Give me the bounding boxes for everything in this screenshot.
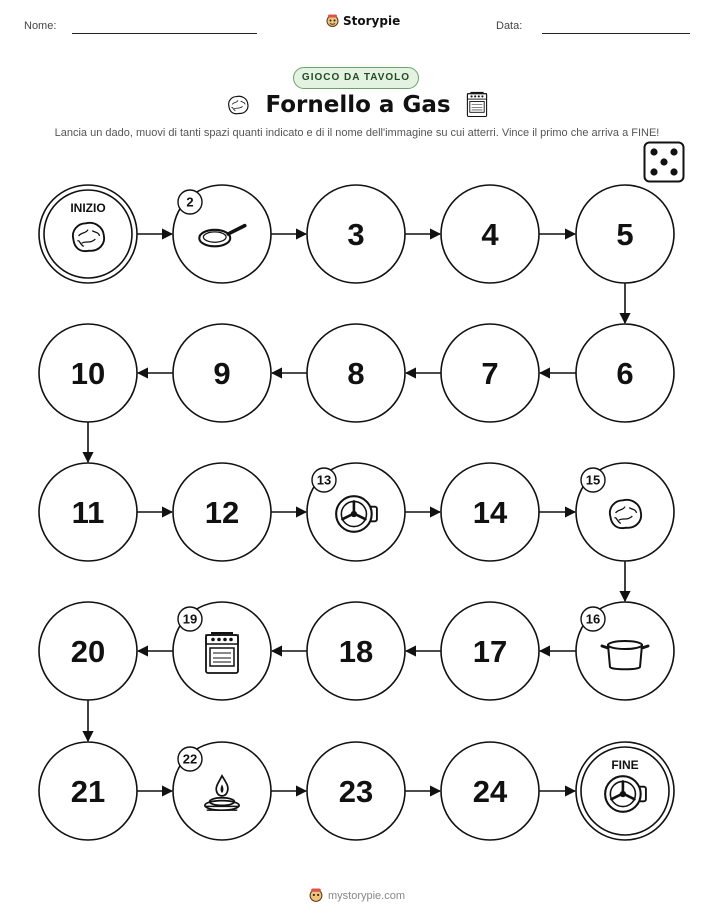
space-number: 7: [481, 356, 499, 391]
footer: [0, 888, 714, 903]
space-number: 20: [70, 634, 106, 669]
space-number: 17: [472, 634, 508, 669]
board-space: [576, 185, 674, 283]
board-space: [307, 742, 405, 840]
space-number: 2: [186, 194, 194, 210]
board-space: [576, 324, 674, 422]
space-number: 23: [338, 774, 374, 809]
date-label: Data:: [496, 20, 523, 32]
space-number: 18: [338, 634, 374, 669]
board-space: [576, 463, 674, 561]
finish-space: [576, 742, 674, 840]
start-space: [39, 185, 137, 283]
board-space: [307, 185, 405, 283]
brand-name: Storypie: [343, 14, 401, 28]
board-space: [39, 463, 137, 561]
space-number: 8: [347, 356, 365, 391]
finish-label: FINE: [611, 758, 639, 772]
start-label: INIZIO: [70, 201, 106, 215]
board-space: [441, 602, 539, 700]
storypie-mascot-icon: [309, 888, 323, 903]
category-badge: GIOCO DA TAVOLO: [293, 67, 419, 89]
board-space: [307, 463, 405, 561]
space-number: 9: [213, 356, 231, 391]
board-space: [441, 463, 539, 561]
oven-icon: [206, 633, 238, 673]
space-number: 15: [585, 472, 601, 488]
space-number: 22: [182, 751, 198, 767]
space-number: 13: [316, 472, 332, 488]
board-space: [173, 742, 271, 840]
space-number: 16: [585, 611, 601, 627]
board-space: [39, 742, 137, 840]
space-number: 10: [70, 356, 106, 391]
space-number: 4: [481, 217, 499, 252]
space-number: 11: [71, 495, 105, 530]
board-space: [173, 602, 271, 700]
footer-url: mystorypie.com: [327, 889, 406, 902]
board-space: [441, 185, 539, 283]
board-space: [307, 602, 405, 700]
board-space: [173, 463, 271, 561]
board-space: [173, 185, 271, 283]
space-number: 19: [182, 611, 198, 627]
meat-icon: [73, 223, 104, 251]
pot-icon: [602, 641, 648, 669]
space-number: 24: [472, 774, 508, 809]
name-label: Nome:: [24, 20, 57, 32]
page-title: Fornello a Gas: [265, 91, 451, 118]
board-space: [441, 742, 539, 840]
meat-icon: [610, 500, 641, 528]
space-number: 14: [472, 495, 508, 530]
space-number: 21: [70, 774, 106, 809]
space-number: 12: [204, 495, 240, 530]
space-number: 6: [616, 356, 634, 391]
space-number: 5: [616, 217, 634, 252]
board-space: [173, 324, 271, 422]
board-space: [307, 324, 405, 422]
instructions: Lancia un dado, muovi di tanti spazi quanti indicato e di il nome dell'immagine su cui atterri. Vince il primo che arriva a FINE!: [54, 127, 660, 139]
board-space: [441, 324, 539, 422]
board-space: [39, 602, 137, 700]
board-space: [576, 602, 674, 700]
board-space: [39, 324, 137, 422]
space-number: 3: [347, 217, 365, 252]
board-cells: [39, 185, 674, 840]
